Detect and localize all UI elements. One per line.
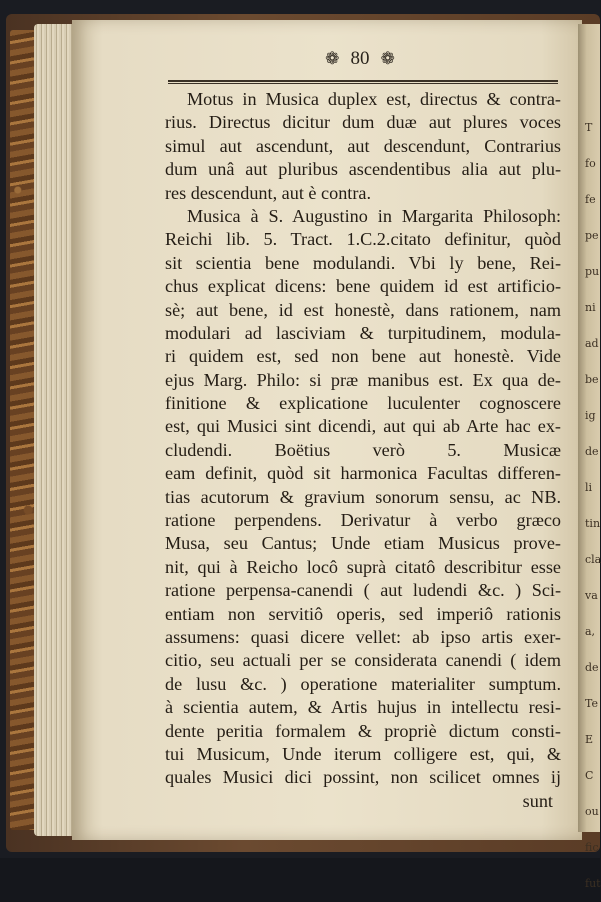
- facing-fragment: fo: [585, 157, 596, 170]
- text-line: chus explicat dicens: bene quidem id est artificio-: [165, 276, 561, 297]
- text-line: rius. Directus dicitur dum duæ aut plures voces: [165, 112, 561, 133]
- text-line: dente peritia formalem & propriè dictum consti-: [165, 720, 561, 741]
- ornament-left-icon: ❁: [325, 49, 340, 69]
- text-line: ejus Marg. Philo: si præ manibus est. Ex qua de-: [165, 369, 561, 390]
- page-edges: [34, 24, 74, 836]
- marbled-edge: [10, 30, 36, 830]
- text-line: modulari ad lasciviam & turpitudinem, modula-: [165, 322, 561, 343]
- facing-fragment: cla: [585, 553, 601, 566]
- page-header: [160, 48, 560, 70]
- facing-fragment: fic: [585, 841, 599, 854]
- facing-fragment: be: [585, 373, 599, 386]
- facing-fragment: C: [585, 769, 594, 782]
- facing-fragment: E: [585, 733, 594, 746]
- text-line: tui Musicum, Unde iterum colligere est, qui, &: [165, 743, 561, 764]
- text-line: Reichi lib. 5. Tract. 1.C.2.citato definitur, quòd: [165, 229, 561, 250]
- text-line: quales Musici dici possint, non scilicet omnes ij: [165, 767, 561, 788]
- facing-fragment: li: [585, 481, 593, 494]
- facing-fragment: ni: [585, 301, 596, 314]
- facing-fragment: pu: [585, 265, 600, 278]
- text-line: entiam non servitiô operis, sed imperiô rationis: [165, 603, 561, 624]
- facing-fragment: va: [585, 589, 598, 602]
- text-line: res descendunt, aut è contra.: [165, 182, 372, 203]
- text-line: ratione perpensa-canendi ( aut ludendi &c. ) Sci-: [165, 580, 561, 601]
- text-line: sunt: [522, 790, 553, 811]
- text-line: Musica à S. Augustino in Margarita Philosoph:: [187, 205, 561, 226]
- text-line: Motus in Musica duplex est, directus & contra-: [187, 89, 561, 109]
- text-line: dum unâ aut pluribus ascendentibus alia aut plu-: [165, 159, 561, 180]
- page-body-text: [165, 88, 561, 813]
- text-line: est, qui Musici sint dicendi, aut qui ab Arte hac ex-: [165, 416, 561, 437]
- text-line: finitione & explicatione luculenter cognoscere: [165, 393, 561, 414]
- facing-page-text: [585, 110, 600, 902]
- facing-fragment: T: [585, 121, 593, 134]
- facing-fragment: de: [585, 661, 599, 674]
- page-number: 80: [350, 48, 370, 69]
- facing-fragment: tin: [585, 517, 601, 530]
- text-line: cludendi. Boëtius verò 5. Musicæ: [165, 439, 561, 460]
- facing-fragment: ig: [585, 409, 596, 422]
- text-line: sit scientia bene modulandi. Vbi ly bene, Rei-: [165, 252, 561, 273]
- text-line: eam definit, quòd sit harmonica Facultas differen-: [165, 463, 561, 484]
- text-line: de lusu &c. ) operatione materialiter sumptum.: [165, 673, 561, 694]
- facing-fragment: ad: [585, 337, 599, 350]
- text-line: tias acutorum & gravium sonorum sensu, ac NB.: [165, 486, 561, 507]
- header-rule-thin: [168, 83, 558, 84]
- text-line: citio, seu actuali per se considerata canendi ( idem: [165, 650, 561, 671]
- text-line: ri quidem est, sed non bene aut honestè. Vide: [165, 346, 561, 367]
- text-line: simul aut ascendunt, aut descendunt, Contrarius: [165, 135, 561, 156]
- facing-fragment: de: [585, 445, 599, 458]
- facing-fragment: pe: [585, 229, 599, 242]
- facing-fragment: Te: [585, 697, 598, 710]
- text-line: assumens: quasi dicere vellet: ab ipso artis exer-: [165, 626, 561, 647]
- text-line: à scientia autem, & Artis hujus in intellectu resi-: [165, 697, 561, 718]
- text-line: sè; aut bene, id est honestè, dans rationem, nam: [165, 299, 561, 320]
- text-line: Musa, seu Cantus; Unde etiam Musicus prove-: [165, 533, 561, 554]
- ornament-right-icon: ❁: [380, 49, 395, 69]
- text-line: nit, qui à Reicho locô suprà citatô describitur esse: [165, 556, 561, 577]
- facing-fragment: a,: [585, 625, 596, 638]
- header-rule: [168, 80, 558, 82]
- facing-fragment: fe: [585, 193, 596, 206]
- facing-fragment: fut: [585, 877, 601, 890]
- facing-fragment: ou: [585, 805, 599, 818]
- text-line: ratione perpendens. Derivatur à verbo græco: [165, 510, 561, 531]
